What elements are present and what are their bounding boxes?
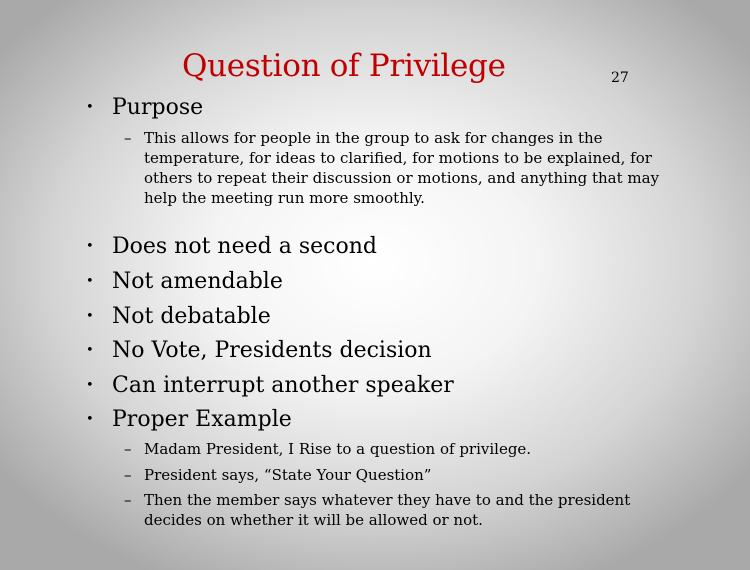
dash-icon: – — [124, 491, 132, 509]
bullet-icon: • — [86, 412, 94, 427]
bullet-icon: • — [86, 378, 94, 393]
bullet-icon: • — [86, 343, 94, 358]
bullet-icon: • — [86, 239, 94, 254]
dash-icon: – — [124, 129, 132, 147]
point-amendable: Not amendable — [112, 269, 283, 294]
example-line — [124, 439, 664, 459]
bullet-icon: • — [86, 274, 94, 289]
point-second: Does not need a second — [112, 234, 377, 259]
point-vote: No Vote, Presidents decision — [112, 338, 432, 363]
example-line-text: President says, “State Your Question” — [144, 466, 432, 484]
point-debatable: Not debatable — [112, 304, 271, 329]
bullet-icon: • — [86, 100, 94, 115]
slide-number: 27 — [611, 70, 629, 86]
bullet-icon: • — [86, 309, 94, 324]
example-line-text: Then the member says whatever they have to and the president decides on whether it will be allowed or not. — [144, 491, 631, 529]
slide-title: Question of Privilege — [182, 48, 506, 84]
dash-icon: – — [124, 466, 132, 484]
example-line-text: Madam President, I Rise to a question of privilege. — [144, 440, 532, 458]
dash-icon: – — [124, 440, 132, 458]
point-interrupt: Can interrupt another speaker — [112, 373, 454, 398]
purpose-heading: Purpose — [112, 95, 204, 120]
example-line — [124, 490, 664, 530]
purpose-detail — [124, 128, 664, 208]
point-example: Proper Example — [112, 407, 292, 432]
example-line — [124, 465, 664, 485]
purpose-detail-text: This allows for people in the group to ask for changes in the temperature, for ideas to clarified, for motions to be explained, for others to repeat their discussion or motions, and anything that may help the meeting run more smoothly. — [144, 129, 660, 207]
